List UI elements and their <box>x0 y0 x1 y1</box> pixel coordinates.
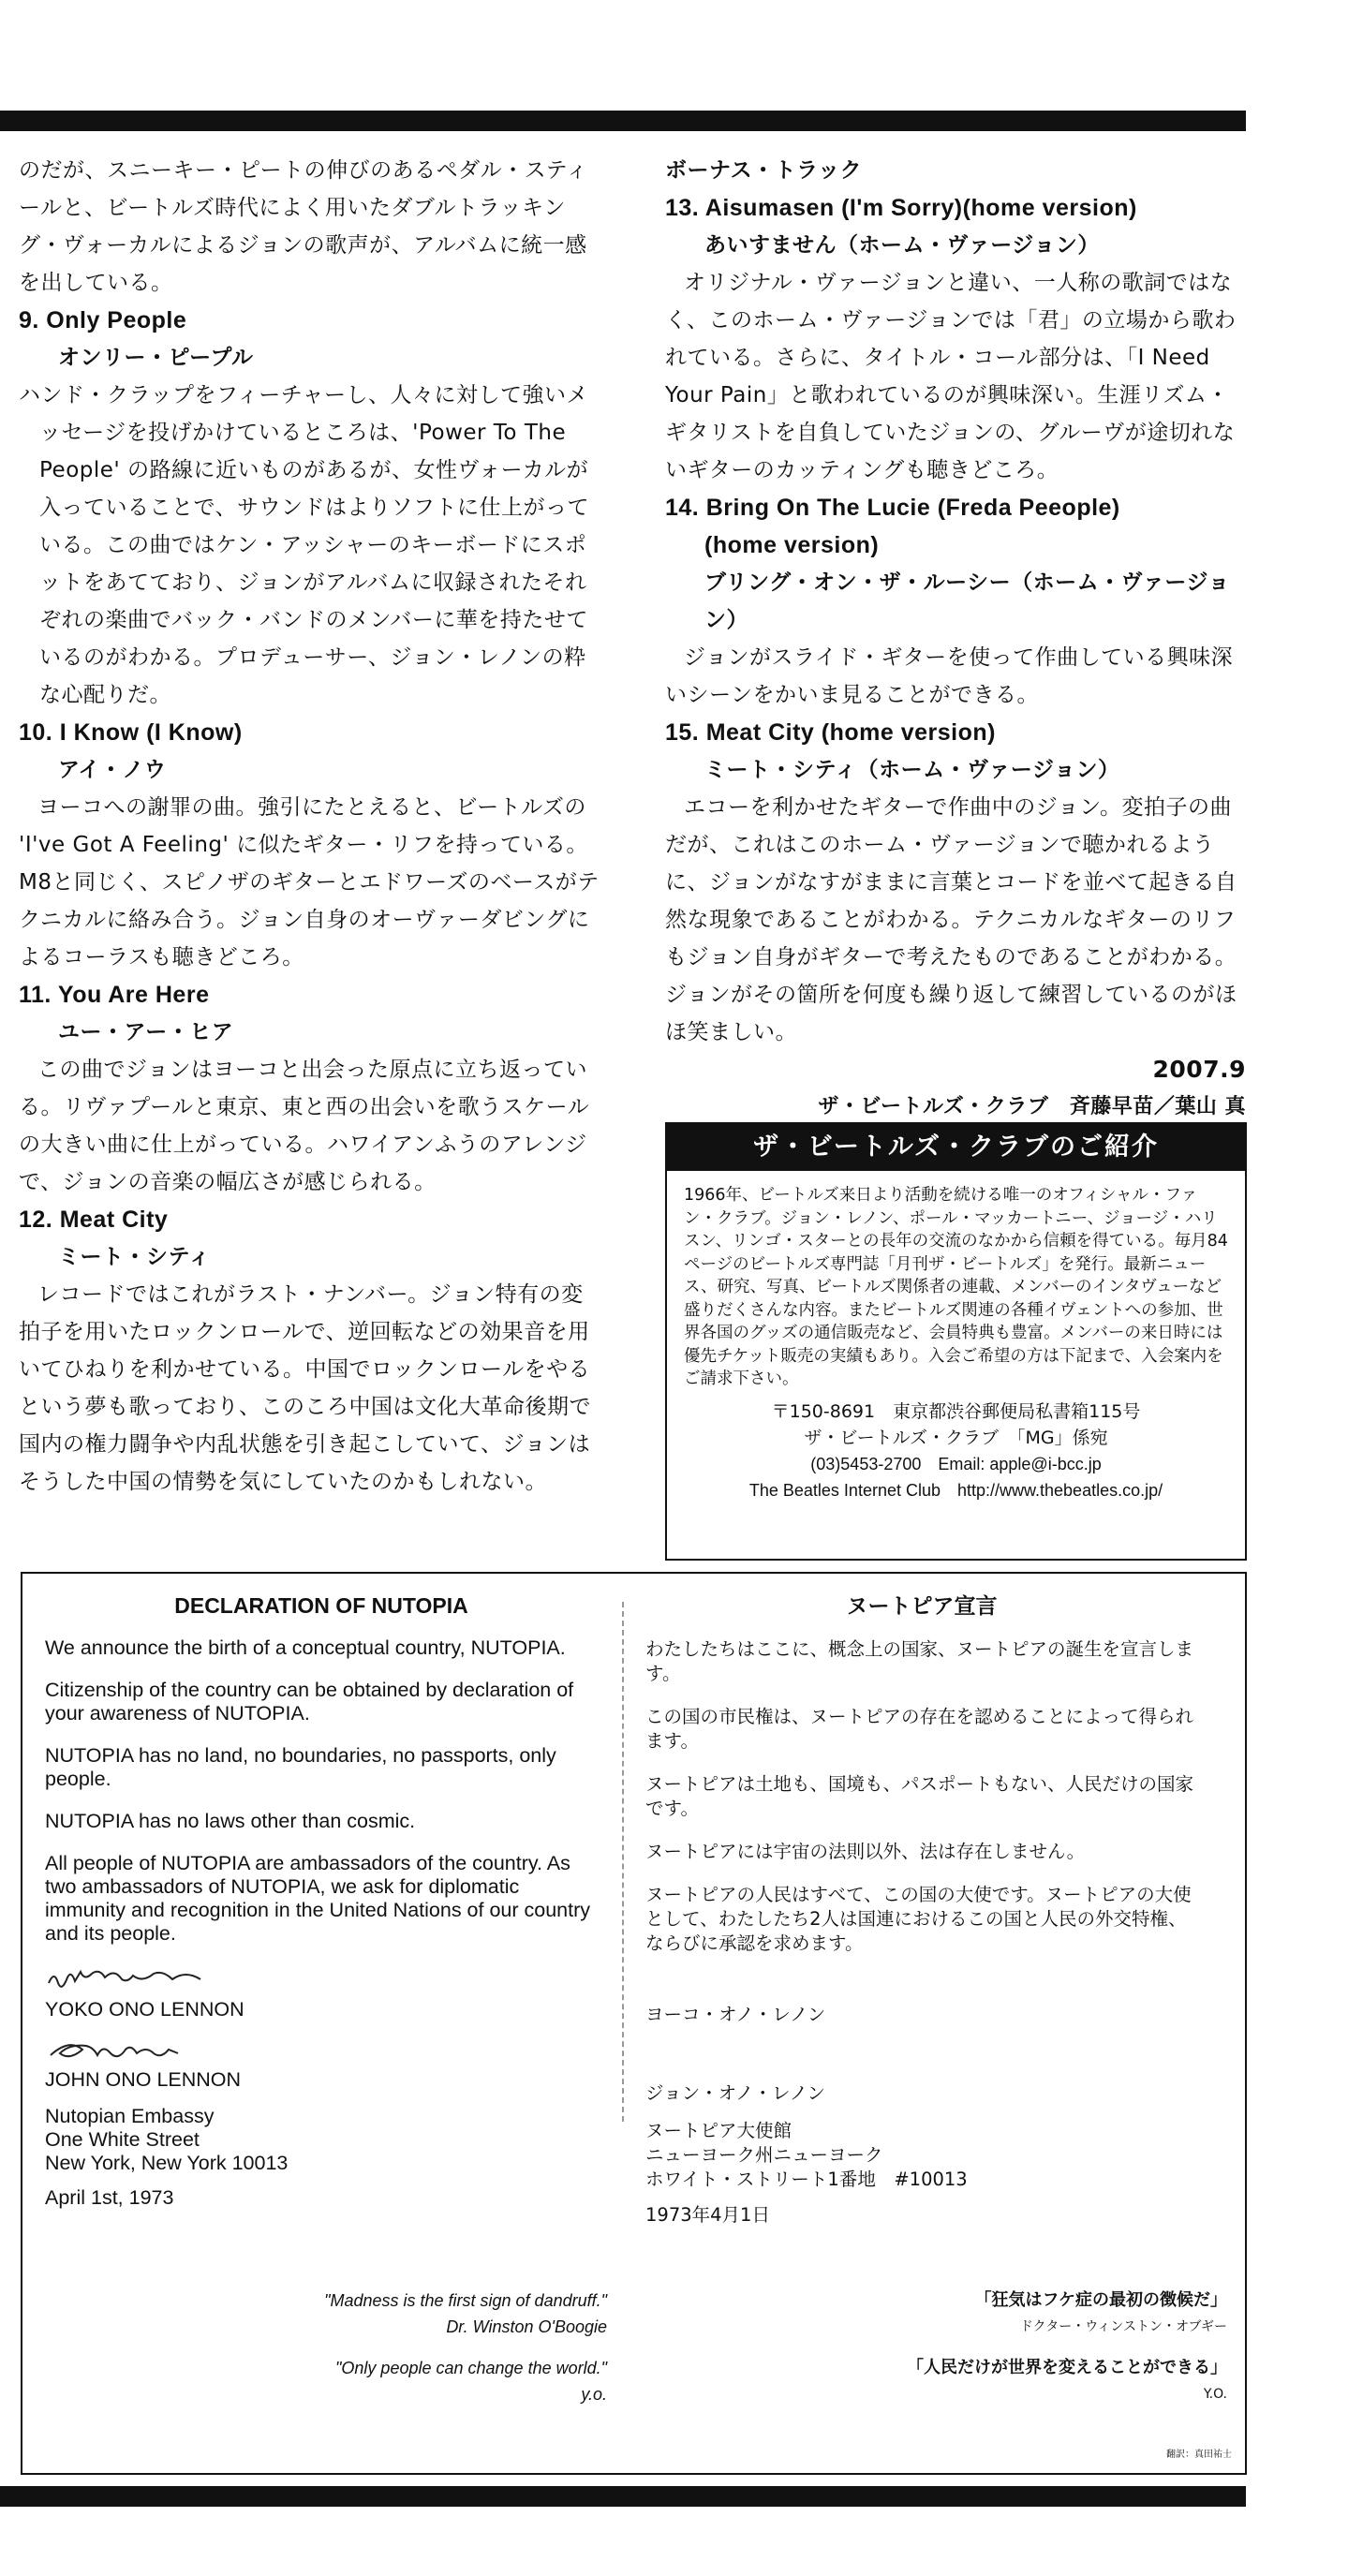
embassy-city-japanese: ニューヨーク州ニューヨーク <box>645 2144 883 2166</box>
quote-1-english: "Madness is the first sign of dandruff." <box>324 2291 607 2310</box>
track-9-title: 9. Only People <box>19 307 187 333</box>
john-handwritten-signature <box>45 2035 598 2068</box>
article-signature: ザ・ビートルズ・クラブ 斉藤早苗／葉山 真 <box>818 1095 1246 1118</box>
track-15-japanese-title: ミート・シティ（ホーム・ヴァージョン） <box>704 758 1120 782</box>
track-13-body: オリジナル・ヴァージョンと違い、一人称の歌詞ではなく、このホーム・ヴァージョンでは「君」の立場から歌われている。さらに、タイトル・コール部分は、「I Need Your Pain」と歌われているのが興味深い。生涯リズム・ギタリストを自負していたジョンの、グルーヴが途切れないギターのカッティングも聴きどころ。 <box>665 271 1237 482</box>
track-12-title: 12. Meat City <box>19 1207 169 1233</box>
track-10-japanese-title: アイ・ノウ <box>58 758 167 782</box>
nutopia-ja-paragraph-5: ヌートピアの人民はすべて、この国の大使です。ヌートピアの大使として、わたしたち2人は国連におけるこの国と人民の外交特権、ならびに承認を求めます。 <box>645 1884 1192 1954</box>
embassy-name: Nutopian Embassy <box>45 2105 215 2127</box>
track-10-title: 10. I Know (I Know) <box>19 719 243 746</box>
track-9-body: ハンド・クラップをフィーチャーし、人々に対して強いメッセージを投げかけているところは、'Power To The People' の路線に近いものがあるが、女性ヴォーカルが入っていることで、サウンドはよりソフトに仕上がっている。この曲ではケン・アッシャーのキーボードにスポットをあてており、ジョンがアルバムに収録されたそれぞれの楽曲でバック・バンドのメンバーに華を持たせているのがわかる。プロデューサー、ジョン・レノンの粋な心配りだ。 <box>19 383 590 707</box>
quote-1-japanese: 「狂気はフケ症の最初の徴候だ」 <box>974 2290 1227 2310</box>
john-name: JOHN ONO LENNON <box>45 2068 242 2091</box>
track-11-body: この曲でジョンはヨーコと出会った原点に立ち返っている。リヴァプールと東京、東と西の出会いを歌うスケールの大きい曲に仕上がっている。ハワイアンふうのアレンジで、ジョンの音楽の幅広さが感じられる。 <box>19 1058 590 1194</box>
intro-paragraph: のだが、スニーキー・ピートの伸びのあるペダル・スティールと、ビートルズ時代によく用いたダブルトラッキング・ヴォーカルによるジョンの歌声が、アルバムに統一感を出している。 <box>19 158 588 295</box>
track-13-title: 13. Aisumasen (I'm Sorry)(home version) <box>665 195 1137 221</box>
declaration-date-japanese: 1973年4月1日 <box>645 2204 770 2226</box>
club-website: The Beatles Internet Club http://www.thebeatles.co.jp/ <box>748 1480 1163 1500</box>
nutopia-declaration-box <box>21 1572 1247 2475</box>
club-recipient: ザ・ビートルズ・クラブ 「MG」係宛 <box>804 1427 1108 1448</box>
nutopia-ja-paragraph-2: この国の市民権は、ヌートピアの存在を認めることによって得られます。 <box>645 1706 1194 1752</box>
nutopia-en-paragraph-5: All people of NUTOPIA are ambassadors of the country. As two ambassadors of NUTOPIA, we ask for diplomatic immunity and recognition in the United Nations of our country and its people. <box>45 1852 591 1945</box>
track-14-japanese-title: ブリング・オン・ザ・ルーシー（ホーム・ヴァージョン） <box>704 570 1231 632</box>
quote-1-attribution: Dr. Winston O'Boogie <box>446 2317 607 2336</box>
quote-2-english: "Only people can change the world." <box>335 2359 607 2377</box>
track-15-title: 15. Meat City (home version) <box>665 719 996 746</box>
club-box-title: ザ・ビートルズ・クラブのご紹介 <box>667 1124 1245 1171</box>
yoko-name-japanese: ヨーコ・オノ・レノン <box>645 2004 826 2025</box>
bottom-rule <box>0 2486 1246 2507</box>
article-date: 2007.9 <box>1152 1056 1246 1083</box>
nutopia-japanese-title: ヌートピア宣言 <box>846 1594 998 1619</box>
nutopia-en-paragraph-2: Citizenship of the country can be obtained by declaration of your awareness of NUTOPIA. <box>45 1679 574 1725</box>
yoko-handwritten-signature <box>45 1964 598 1998</box>
japanese-quotes <box>641 2287 1227 2407</box>
quote-2-japanese: 「人民だけが世界を変えることができる」 <box>907 2358 1227 2377</box>
declaration-date: April 1st, 1973 <box>45 2186 174 2209</box>
quote-2-attribution: y.o. <box>581 2385 607 2404</box>
top-rule <box>0 111 1246 131</box>
track-14-title: 14. Bring On The Lucie (Freda Peeople) <box>665 495 1120 521</box>
track-9-japanese-title: オンリー・ピープル <box>58 346 254 370</box>
club-contact-block <box>667 1399 1245 1503</box>
quote-2-japanese-attribution: Y.O. <box>1203 2387 1227 2402</box>
nutopia-en-paragraph-3: NUTOPIA has no land, no boundaries, no passports, only people. <box>45 1744 556 1790</box>
nutopia-ja-paragraph-3: ヌートピアは土地も、国境も、パスポートもない、人民だけの国家です。 <box>645 1773 1194 1819</box>
nutopia-en-paragraph-1: We announce the birth of a conceptual country, NUTOPIA. <box>45 1636 566 1659</box>
club-postal-address: 〒150-8691 東京都渋谷郵便局私書箱115号 <box>771 1400 1141 1422</box>
track-12-japanese-title: ミート・シティ <box>58 1245 211 1269</box>
track-12-body: レコードではこれがラスト・ナンバー。ジョン特有の変拍子を用いたロックンロールで、逆回転などの効果音を用いてひねりを利かせている。中国でロックンロールをやるという夢も歌っており、このころ中国は文化大革命後期で国内の権力闘争や内乱状態を引き起こしていて、ジョンはそうした中国の情勢を気にしていたのかもしれない。 <box>19 1282 591 1494</box>
liner-notes-left-column <box>19 152 604 1501</box>
quote-1-japanese-attribution: ドクター・ウィンストン・オブギー <box>1019 2319 1227 2334</box>
yoko-name: YOKO ONO LENNON <box>45 1998 244 2021</box>
nutopia-en-paragraph-4: NUTOPIA has no laws other than cosmic. <box>45 1810 416 1832</box>
nutopia-ja-paragraph-1: わたしたちはここに、概念上の国家、ヌートピアの誕生を宣言します。 <box>645 1638 1194 1684</box>
english-quotes <box>22 2287 607 2407</box>
nutopia-english-panel <box>45 1594 598 2210</box>
embassy-name-japanese: ヌートピア大使館 <box>645 2120 793 2141</box>
embassy-street: One White Street <box>45 2128 200 2151</box>
liner-notes-right-column <box>665 152 1246 1126</box>
nutopia-english-title: DECLARATION OF NUTOPIA <box>174 1593 468 1618</box>
bonus-track-header: ボーナス・トラック <box>665 158 863 183</box>
track-15-body: エコーを利かせたギターで作曲中のジョン。変拍子の曲だが、これはこのホーム・ヴァージョンで聴かれるように、ジョンがなすがままに言葉とコードを並べて起きる自然な現象であることがわかる。テクニカルなギターのリフもジョン自身がギターで考えたものであることがわかる。ジョンがその箇所を何度も繰り返して練習しているのがほほ笑ましい。 <box>665 795 1237 1044</box>
john-name-japanese: ジョン・オノ・レノン <box>645 2082 825 2104</box>
track-13-japanese-title: あいすません（ホーム・ヴァージョン） <box>704 233 1100 258</box>
beatles-club-info-box <box>665 1122 1247 1561</box>
track-14-body: ジョンがスライド・ギターを使って作曲している興味深いシーンをかいま見ることができる。 <box>665 645 1234 707</box>
translator-credit: 翻訳：真田祐士 <box>1166 2450 1232 2460</box>
nutopia-ja-paragraph-4: ヌートピアには宇宙の法則以外、法は存在しません。 <box>645 1841 1086 1862</box>
track-14-title-line-2: (home version) <box>704 532 880 558</box>
embassy-street-japanese: ホワイト・ストリート1番地 #10013 <box>645 2169 968 2190</box>
nutopia-japanese-panel <box>645 1594 1198 2228</box>
club-phone-email: (03)5453-2700 Email: apple@i-bcc.jp <box>810 1454 1102 1473</box>
club-box-body: 1966年、ビートルズ来日より活動を続ける唯一のオフィシャル・ファン・クラブ。ジョン・レノン、ポール・マッカートニー、ジョージ・ハリスン、リンゴ・スターとの長年の交流のなかから信頼を得ている。毎月84ページのビートルズ専門誌「月刊ザ・ビートルズ」を発行。最新ニュース、研究、写真、ビートルズ関係者の連載、メンバーのインタヴューなど盛りだくさんな内容。またビートルズ関連の各種イヴェントへの参加、世界各国のグッズの通信販売など、会員特典も豊富。メンバーの来日時には優先チケット販売の実績もあり。入会ご希望の方は下記まで、入会案内をご請求下さい。 <box>684 1186 1228 1388</box>
embassy-city: New York, New York 10013 <box>45 2152 289 2174</box>
dashed-divider <box>622 1602 624 2122</box>
track-10-body: ヨーコへの謝罪の曲。強引にたとえると、ビートルズの 'I've Got A Feeling' に似たギター・リフを持っている。M8と同じく、スピノザのギターとエドワーズのベースがテクニカルに絡み合う。ジョン自身のオーヴァーダビングによるコーラスも聴きどころ。 <box>19 795 600 970</box>
track-11-japanese-title: ユー・アー・ヒア <box>58 1020 234 1044</box>
track-11-title: 11. You Are Here <box>19 982 210 1008</box>
